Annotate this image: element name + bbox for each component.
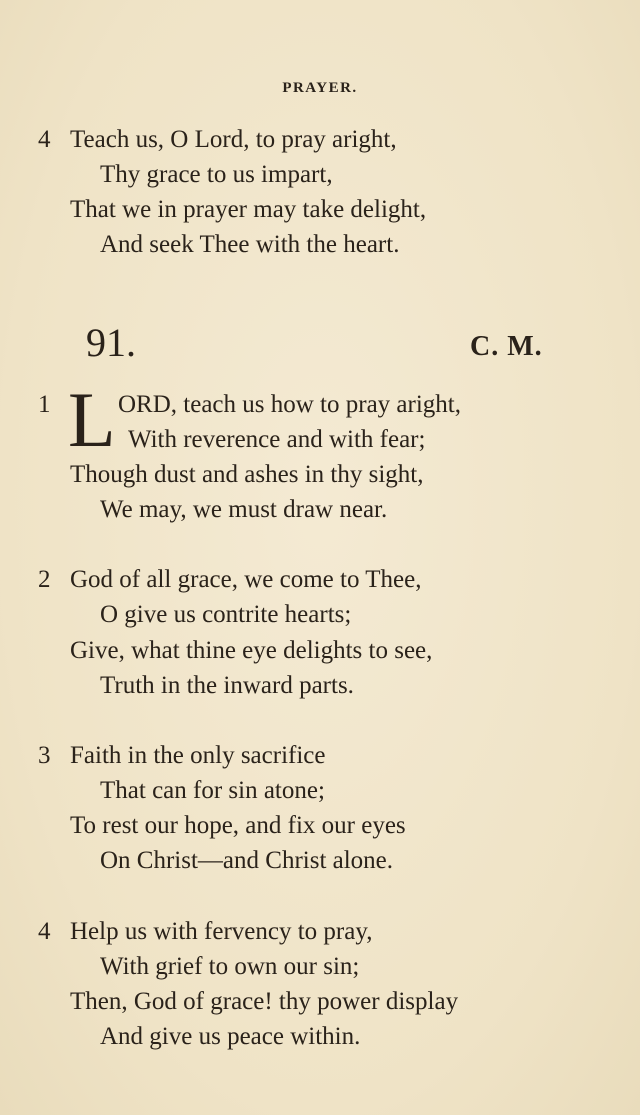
- verse-line: Give, what thine eye delights to see,: [70, 637, 433, 664]
- verse-line: That we in prayer may take delight,: [70, 196, 427, 223]
- verse-number: 1: [38, 391, 51, 418]
- verse-line: To rest our hope, and fix our eyes: [70, 812, 406, 839]
- verse-line: Thy grace to us impart,: [100, 161, 333, 188]
- hymn-number: 91.: [86, 320, 136, 365]
- verse-number: 4: [38, 918, 51, 945]
- verse-line: Help us with fervency to pray,: [70, 918, 373, 945]
- verse-line: And seek Thee with the heart.: [100, 231, 400, 258]
- verse-line: Truth in the inward parts.: [100, 672, 354, 699]
- verse-line: O give us contrite hearts;: [100, 601, 352, 628]
- verse-line: Then, God of grace! thy power display: [70, 988, 459, 1015]
- verse-line: ORD, teach us how to pray aright,: [118, 391, 461, 418]
- verse-line: On Christ—and Christ alone.: [100, 847, 394, 874]
- verse-number: 4: [38, 126, 51, 153]
- verse-line: Teach us, O Lord, to pray aright,: [70, 126, 397, 153]
- verse-line: With reverence and with fear;: [128, 426, 426, 453]
- verse-line: With grief to own our sin;: [100, 953, 360, 980]
- verse-number: 3: [38, 742, 51, 769]
- running-head: PRAYER.: [282, 80, 358, 96]
- verse-line: And give us peace within.: [100, 1023, 361, 1050]
- verse-line: God of all grace, we come to Thee,: [70, 566, 422, 593]
- drop-cap: L: [68, 376, 116, 463]
- verse-line: Though dust and ashes in thy sight,: [70, 461, 424, 488]
- verse-line: Faith in the only sacrifice: [70, 742, 326, 769]
- verse-line: We may, we must draw near.: [100, 496, 388, 523]
- hymn-meter: C. M.: [470, 331, 543, 362]
- verse-line: That can for sin atone;: [100, 777, 325, 804]
- verse-number: 2: [38, 566, 51, 593]
